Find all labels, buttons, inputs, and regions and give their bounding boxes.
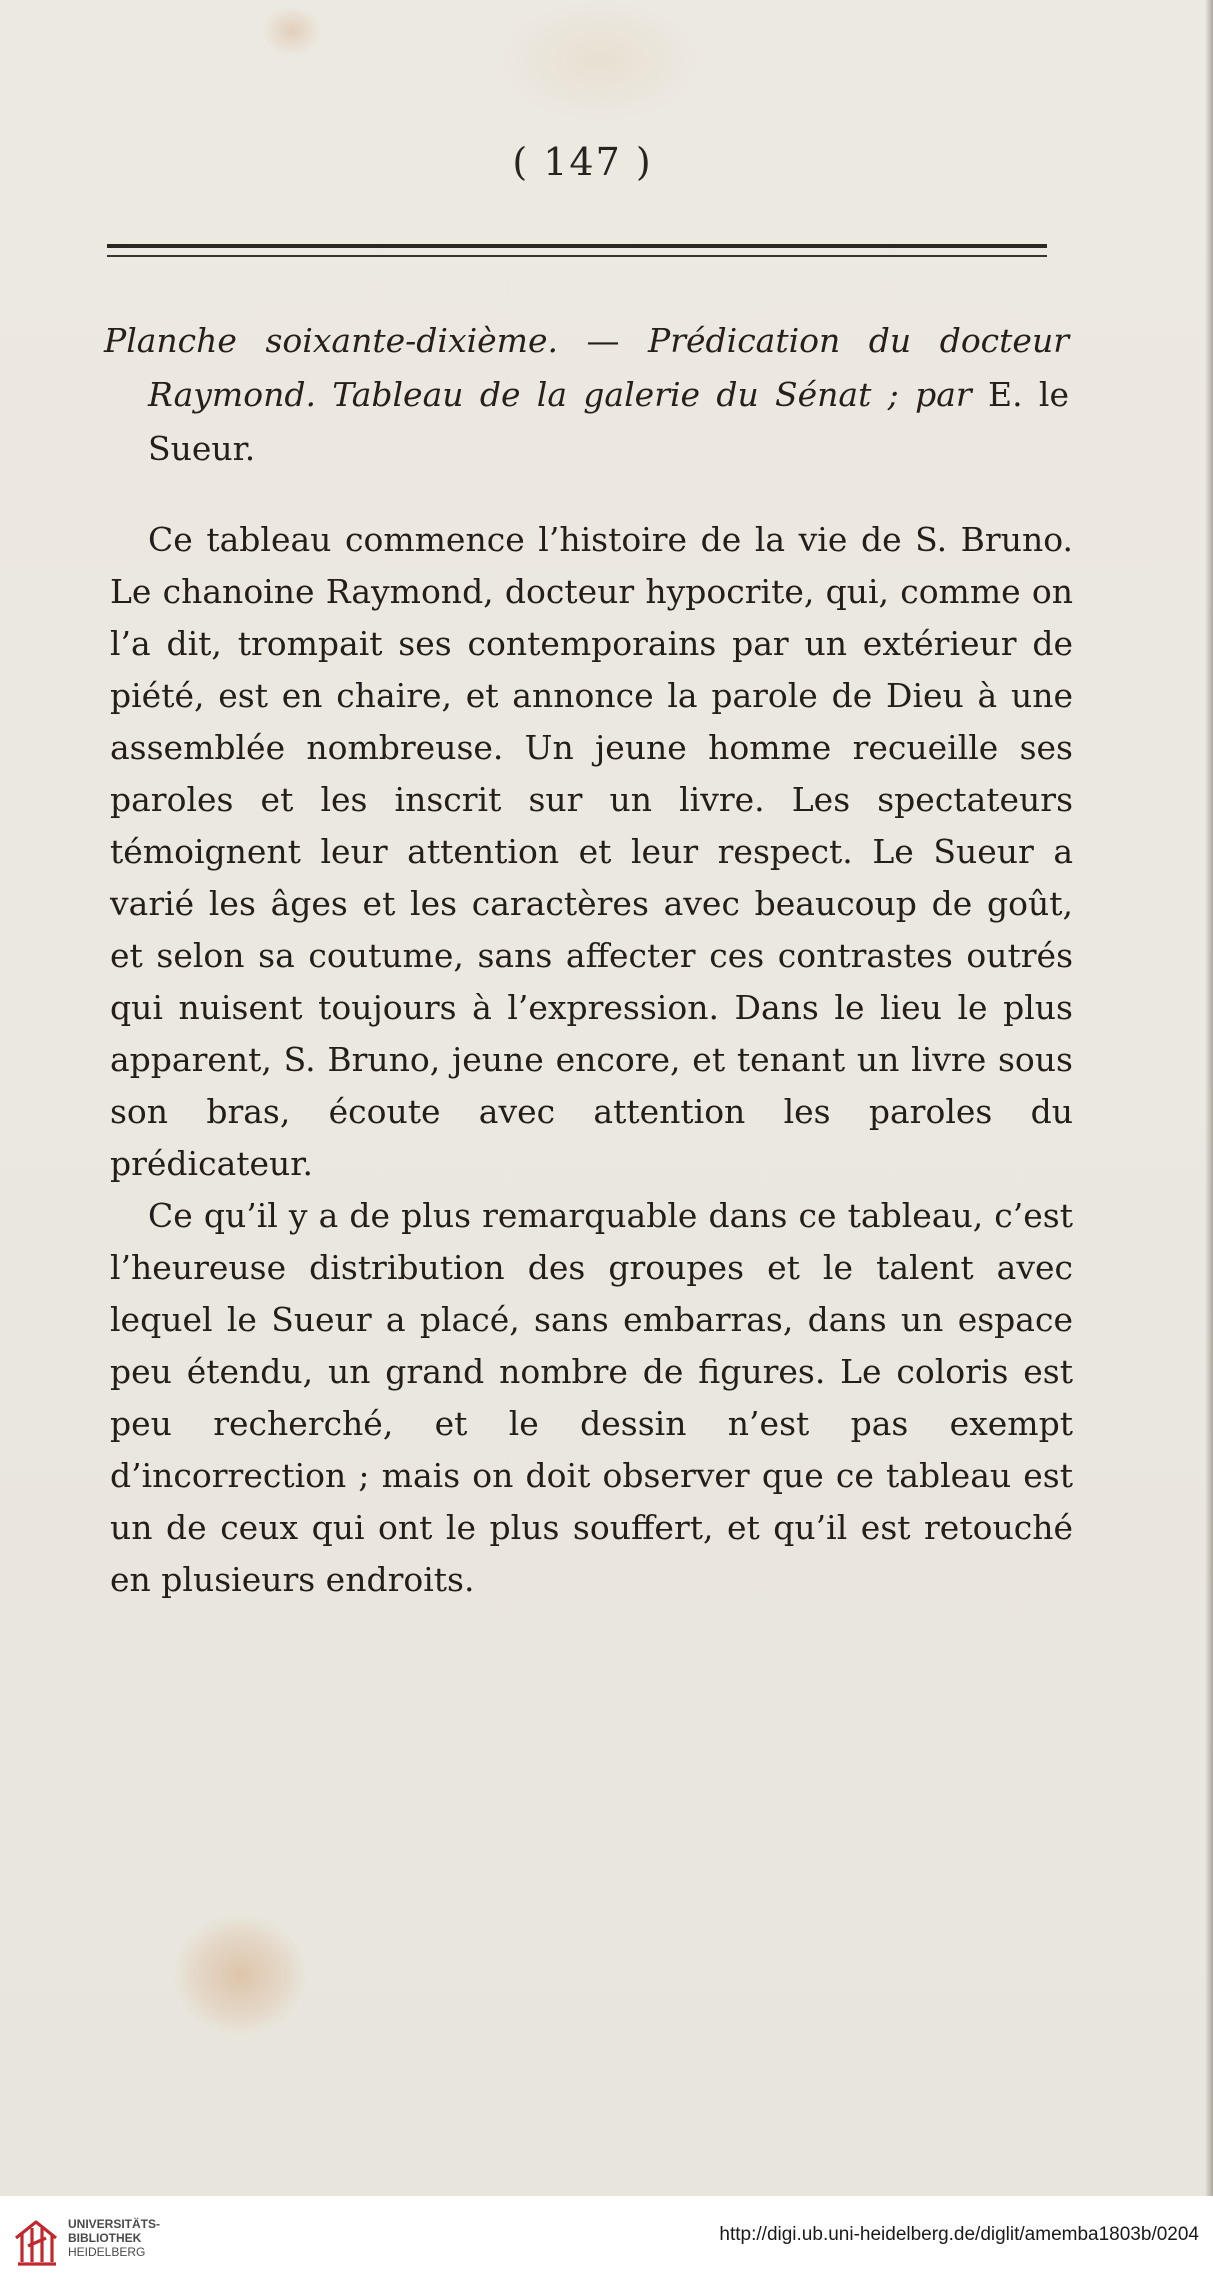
header-rule-thin <box>107 255 1047 257</box>
library-name-line: HEIDELBERG <box>68 2245 146 2259</box>
library-name-line: UNIVERSITÄTS- <box>68 2217 161 2231</box>
ub-heidelberg-logo-icon[interactable] <box>12 2208 60 2270</box>
permalink-url[interactable]: http://digi.ub.uni-heidelberg.de/diglit/amemba1803b/0204 <box>719 2224 1199 2245</box>
page-number: ( 147 ) <box>512 140 653 184</box>
caption-dash: — <box>586 321 620 360</box>
paper-stain <box>262 6 322 56</box>
caption-title: Prédication du docteur Raymond. Tableau de la galerie du Sénat ; par <box>148 321 1069 414</box>
header-rule-thick <box>107 244 1047 248</box>
caption-artist: le Sueur. <box>148 375 1069 468</box>
library-name <box>68 2217 160 2259</box>
library-name-line: BIBLIOTHEK <box>68 2231 142 2245</box>
viewer-footer <box>0 2196 1213 2283</box>
caption-label: Planche soixante-dixième. <box>104 321 558 360</box>
body-text <box>110 514 1073 1606</box>
plate-caption <box>104 314 1069 476</box>
paragraph: Ce qu’il y a de plus remarquable dans ce tableau, c’est l’heureuse distribution des groupes et le talent avec lequel le Sueur a placé, sans embarras, dans un espace peu étendu, un grand nombre de figures. Le coloris est peu recherché, et le dessin n’est pas exempt d’incorrection ; mais on doit observer que ce tableau est un de ceux qui ont le plus souffert, et qu’il est retouché en plusieurs endroits. <box>110 1196 1073 1599</box>
paper-stain <box>500 0 700 120</box>
paper-stain <box>175 1915 305 2035</box>
caption-initial: E. <box>987 375 1023 414</box>
paragraph: Ce tableau commence l’histoire de la vie de S. Bruno. Le chanoine Raymond, docteur hypocrite, qui, comme on l’a dit, trompait ses contemporains par un extérieur de piété, est en chaire, et annonce la parole de Dieu à une assemblée nombreuse. Un jeune homme recueille ses paroles et les inscrit sur un livre. Les spectateurs témoignent leur attention et leur respect. Le Sueur a varié les âges et les caractères avec beaucoup de goût, et selon sa coutume, sans affecter ces contrastes outrés qui nuisent toujours à l’expression. Dans le lieu le plus apparent, S. Bruno, jeune encore, et tenant un livre sous son bras, écoute avec attention les paroles du prédicateur. <box>110 520 1073 1183</box>
